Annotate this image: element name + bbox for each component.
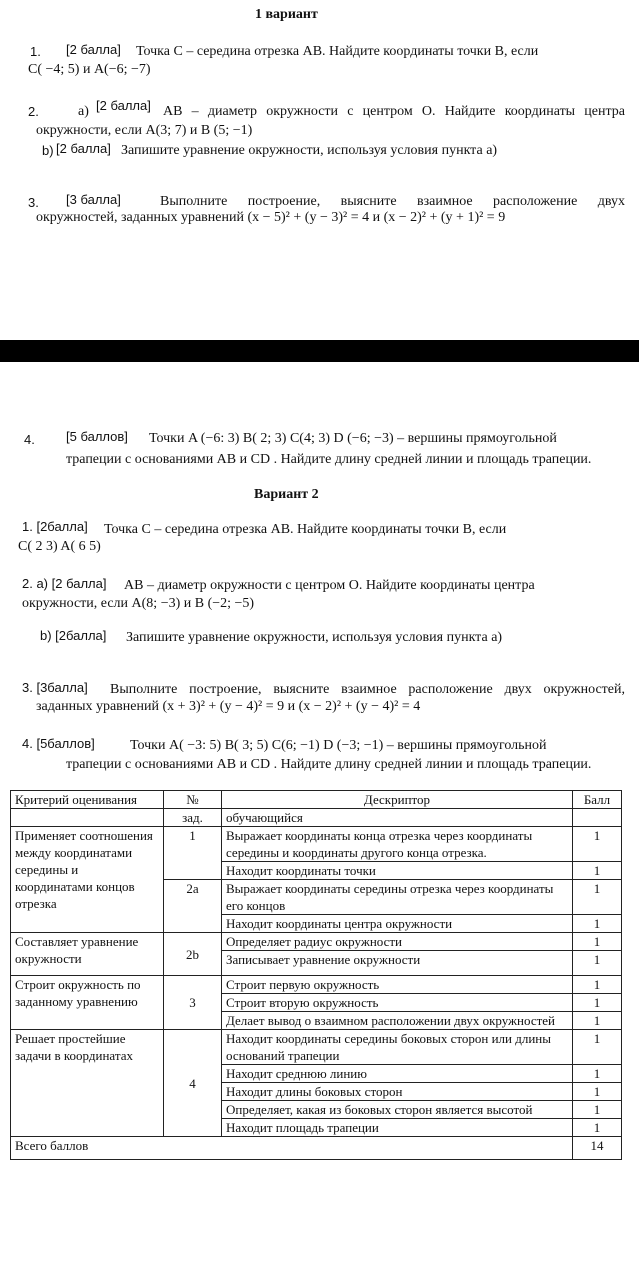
v2-task2-text: АВ – диаметр окружности с центром О. Найдите координаты центра: [124, 578, 535, 593]
table-row: [11, 976, 622, 994]
task2b-text: Запишите уравнение окружности, используя условия пункта а): [121, 143, 498, 158]
descriptor-cell: Находит площадь трапеции: [222, 1119, 573, 1137]
v2-task2b-lead: b) [2балла]: [40, 628, 107, 643]
descriptor-cell: Делает вывод о взаимном расположении двух окружностей: [222, 1012, 573, 1030]
table-row: [11, 1030, 622, 1065]
descriptor-cell: Находит координаты точки: [222, 862, 573, 880]
variant1-title: 1 вариант: [255, 7, 318, 22]
v2-task4-text: Точки A( −3: 5) B( 3; 5) C(6; −1) D (−3; −1) – вершины прямоугольной: [130, 738, 547, 753]
v2-task2-lead: 2. а) [2 балла]: [22, 576, 107, 591]
header-descriptor-sub: обучающийся: [222, 809, 573, 827]
task3-number: 3.: [28, 195, 39, 210]
table-subheader-row: [11, 809, 622, 827]
criterion-group-3: Строит окружность по заданному уравнению: [11, 976, 164, 1030]
score-cell: 1: [573, 976, 622, 994]
task1-points: [2 балла]: [66, 42, 121, 57]
score-cell: 1: [573, 933, 622, 951]
table-header-row: [11, 791, 622, 809]
separator-bar: [0, 340, 639, 362]
header-score: Балл: [573, 791, 622, 809]
score-cell: 1: [573, 915, 622, 933]
descriptor-cell: Находит координаты середины боковых сторон или длины оснований трапеции: [222, 1030, 573, 1065]
v2-task3-text: Выполните построение, выясните взаимное расположение двух окружностей,: [110, 682, 625, 697]
task3-points: [3 балла]: [66, 192, 121, 207]
total-label: Всего баллов: [11, 1137, 573, 1160]
task4-text: Точки A (−6: 3) B( 2; 3) C(4; 3) D (−6; −3) – вершины прямоугольной: [149, 431, 557, 446]
task2-line2: окружности, если A(3; 7) и B (5; −1): [36, 123, 253, 138]
v2-task2-line2: окружности, если A(8; −3) и B (−2; −5): [22, 596, 255, 611]
task4-number: 4.: [24, 432, 35, 447]
descriptor-cell: Находит среднюю линию: [222, 1065, 573, 1083]
table-total-row: [11, 1137, 622, 1160]
v2-task4-line2: трапеции с основаниями АВ и CD . Найдите длину средней линии и площадь трапеции.: [66, 757, 592, 772]
descriptor-cell: Определяет, какая из боковых сторон является высотой: [222, 1101, 573, 1119]
task4-points: [5 баллов]: [66, 429, 128, 444]
score-cell: 1: [573, 1030, 622, 1065]
v2-task1-text: Точка С – середина отрезка АВ. Найдите координаты точки В, если: [104, 522, 507, 537]
criteria-table: [10, 790, 622, 1160]
task3-line2: окружностей, заданных уравнений (x − 5)² + (y − 3)² = 4 и (x − 2)² + (y + 1)² = 9: [36, 210, 506, 225]
task-cell: 3: [164, 976, 222, 1030]
task-cell: 2b: [164, 933, 222, 976]
score-cell: 1: [573, 1012, 622, 1030]
task2-a-label: а): [78, 104, 89, 119]
descriptor-cell: Находит координаты центра окружности: [222, 915, 573, 933]
task2-points: [2 балла]: [96, 98, 151, 113]
score-cell: 1: [573, 1083, 622, 1101]
task-cell: 4: [164, 1030, 222, 1137]
task1-text: Точка С – середина отрезка АВ. Найдите координаты точки В, если: [136, 44, 539, 59]
score-cell: 1: [573, 880, 622, 915]
task1-number: 1.: [30, 44, 41, 59]
descriptor-cell: Строит первую окружность: [222, 976, 573, 994]
task2b-points: [2 балла]: [56, 141, 111, 156]
descriptor-cell: Строит вторую окружность: [222, 994, 573, 1012]
task-cell: 2a: [164, 880, 222, 933]
v2-task4-lead: 4. [5баллов]: [22, 736, 95, 751]
descriptor-cell: Находит длины боковых сторон: [222, 1083, 573, 1101]
header-descriptor: Дескриптор: [222, 791, 573, 809]
header-task-no-1: №: [186, 792, 199, 807]
total-value: 14: [573, 1137, 622, 1160]
v2-task1-line2: C( 2 3) A( 6 5): [18, 539, 101, 554]
descriptor-cell: Выражает координаты середины отрезка через координаты его концов: [222, 880, 573, 915]
score-cell: 1: [573, 1065, 622, 1083]
descriptor-cell: Определяет радиус окружности: [222, 933, 573, 951]
score-cell: 1: [573, 1119, 622, 1137]
descriptor-cell: Выражает координаты конца отрезка через координаты середины и координаты другого конца отрезка.: [222, 827, 573, 862]
header-criterion: Критерий оценивания: [11, 791, 164, 809]
task3-text: Выполните построение, выясните взаимное расположение двух: [160, 194, 625, 209]
task-cell: 1: [164, 827, 222, 880]
v2-task1-lead: 1. [2балла]: [22, 519, 88, 534]
header-task-no-2: зад.: [164, 809, 222, 827]
criterion-group-1: Применяет соотношения между координатами середины и координатами концов отрезка: [11, 827, 164, 933]
score-cell: 1: [573, 827, 622, 862]
criterion-group-2: Составляет уравнение окружности: [11, 933, 164, 976]
table-row: [11, 933, 622, 951]
criterion-group-4: Решает простейшие задачи в координатах: [11, 1030, 164, 1137]
score-cell: 1: [573, 1101, 622, 1119]
descriptor-cell: Записывает уравнение окружности: [222, 951, 573, 976]
score-cell: 1: [573, 951, 622, 976]
task2-text: АВ – диаметр окружности с центром О. Найдите координаты центра: [163, 104, 625, 119]
score-cell: 1: [573, 862, 622, 880]
v2-task3-line2: заданных уравнений (x + 3)² + (y − 4)² = 9 и (x − 2)² + (y − 4)² = 4: [36, 699, 421, 714]
task1-line2: C( −4; 5) и A(−6; −7): [28, 62, 151, 77]
variant2-title: Вариант 2: [254, 487, 319, 502]
task2b-label: b): [42, 143, 54, 158]
v2-task3-lead: 3. [3балла]: [22, 680, 88, 695]
v2-task2b-text: Запишите уравнение окружности, используя условия пункта а): [126, 630, 503, 645]
header-task-no: [164, 791, 222, 809]
task2-number: 2.: [28, 104, 39, 119]
task4-line2: трапеции с основаниями АВ и CD . Найдите длину средней линии и площадь трапеции.: [66, 452, 592, 467]
score-cell: 1: [573, 994, 622, 1012]
table-row: [11, 827, 622, 862]
